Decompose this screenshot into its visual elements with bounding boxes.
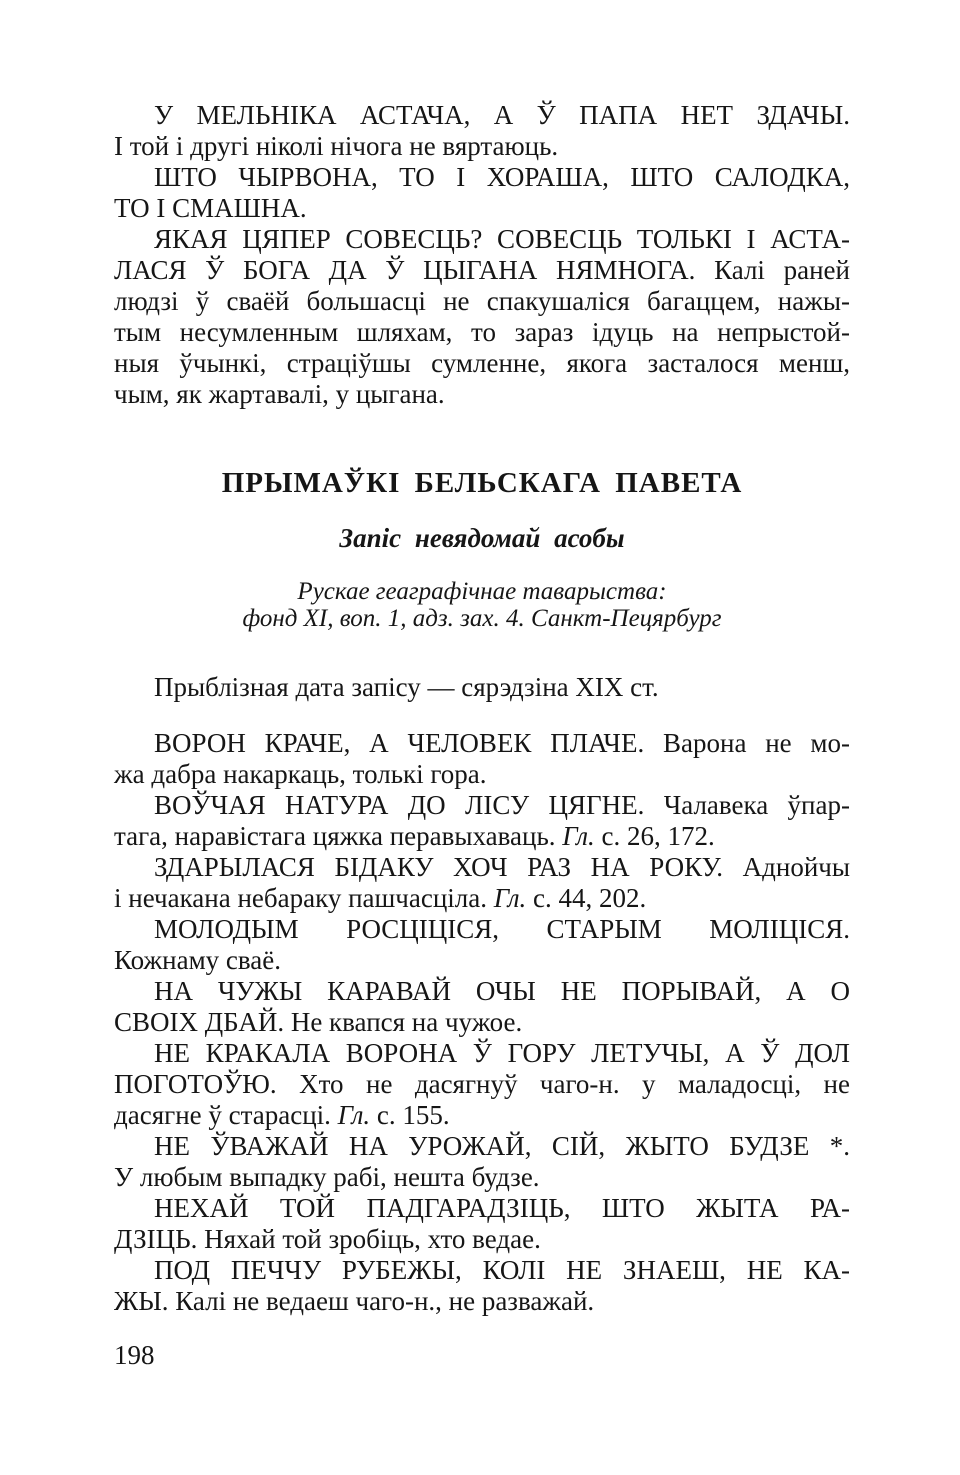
intro-paragraph	[114, 100, 850, 162]
text: ЯКАЯ ЦЯПЕР СОВЕСЦЬ? СОВЕСЦЬ ТОЛЬКІ І АСТА-	[154, 224, 850, 254]
text: НЕ ЎВАЖАЙ НА УРОЖАЙ, СІЙ, ЖЫТО БУДЗЕ *.	[154, 1131, 850, 1161]
text-line	[114, 255, 850, 286]
section-subtitle: Запіс невядомай асобы	[339, 523, 625, 553]
text-line	[114, 193, 850, 224]
text-line	[114, 1255, 850, 1286]
text: І той і другі ніколі нічога не вяртаюць.	[114, 131, 559, 161]
text-line	[114, 790, 850, 821]
text: ВОРОН КРАЧЕ, А ЧЕЛОВЕК ПЛАЧЕ. Варона не мо-	[154, 728, 850, 758]
text-line	[114, 131, 850, 162]
proverb-paragraph	[114, 852, 850, 914]
text: НЕХАЙ ТОЙ ПАДГАРАДЗІЦЬ, ШТО ЖЫТА РА-	[154, 1193, 850, 1223]
proverb-paragraph	[114, 1193, 850, 1255]
text-line	[114, 317, 850, 348]
section-title: ПРЫМАЎКІ БЕЛЬСКАГА ПАВЕТА	[221, 467, 743, 499]
text-line	[114, 728, 850, 759]
text-line	[114, 1162, 850, 1193]
text: і нечакана небараку пашчасціла.	[114, 883, 494, 913]
text: У любым выпадку рабі, нешта будзе.	[114, 1162, 540, 1192]
source-reference	[114, 578, 850, 632]
intro-paragraphs	[114, 100, 850, 410]
text-line	[114, 1069, 850, 1100]
text-line	[114, 100, 850, 131]
page-number: 198	[114, 1340, 155, 1370]
text: ЗДАРЫЛАСЯ БІДАКУ ХОЧ РАЗ НА РОКУ. Аднойчы	[154, 852, 850, 882]
text: ПОД ПЕЧЧУ РУБЕЖЫ, КОЛІ НЕ ЗНАЕШ, НЕ КА-	[154, 1255, 850, 1285]
text-line	[114, 945, 850, 976]
text: с. 155.	[370, 1100, 450, 1130]
proverb-paragraph	[114, 976, 850, 1038]
text-line	[114, 379, 850, 410]
date-note: Прыблізная дата запісу — сярэдзіна XIX ст.	[154, 672, 659, 702]
text: НА ЧУЖЫ КАРАВАЙ ОЧЫ НЕ ПОРЫВАЙ, А О	[154, 976, 850, 1006]
text: У МЕЛЬНІКА АСТАЧА, А Ў ПАПА НЕТ ЗДАЧЫ.	[154, 100, 850, 130]
italic-text: Гл.	[562, 821, 595, 851]
source-line: фонд XI, воп. 1, адз. зах. 4. Санкт-Пецярбург	[242, 605, 722, 632]
text: ЖЫ. Калі не ведаеш чаго-н., не разважай.	[114, 1286, 595, 1316]
intro-paragraph	[114, 162, 850, 224]
text: жа дабра накаркаць, толькі гора.	[114, 759, 487, 789]
italic-text: Гл.	[493, 883, 527, 913]
text: ВОЎЧАЯ НАТУРА ДО ЛІСУ ЦЯГНЕ. Чалавека ўпар-	[154, 790, 850, 820]
proverb-paragraph	[114, 1038, 850, 1131]
text-line	[114, 1131, 850, 1162]
proverb-paragraph	[114, 914, 850, 976]
text-line	[114, 1007, 850, 1038]
text-line	[114, 976, 850, 1007]
source-line: Рускае геаграфічнае таварыства:	[297, 578, 667, 605]
proverb-paragraph	[114, 790, 850, 852]
intro-paragraph	[114, 224, 850, 410]
proverb-paragraph	[114, 1131, 850, 1193]
text: ныя ўчынкі, страціўшы сумленне, якога засталося менш,	[114, 348, 850, 378]
text-line	[114, 759, 850, 790]
text: тага, наравістага цяжка перавыхаваць.	[114, 821, 563, 851]
text: ДЗІЦЬ. Няхай той зробіць, хто ведае.	[114, 1224, 541, 1254]
proverb-paragraph	[114, 728, 850, 790]
text: чым, як жартавалі, у цыгана.	[114, 379, 445, 409]
italic-text: Гл.	[337, 1100, 371, 1130]
text-line	[114, 1224, 850, 1255]
text-line	[114, 1038, 850, 1069]
text: НЕ КРАКАЛА ВОРОНА Ў ГОРУ ЛЕТУЧЫ, А Ў ДОЛ	[154, 1038, 850, 1068]
text-line	[114, 348, 850, 379]
text-line	[114, 852, 850, 883]
text: тым несумленным шляхам, то зараз ідуць на непрыстой-	[114, 317, 850, 347]
text-line	[114, 821, 850, 852]
text: СВОІХ ДБАЙ. Не квапся на чужое.	[114, 1007, 523, 1037]
text: МОЛОДЫМ РОСЦІЦІСЯ, СТАРЫМ МОЛІЦІСЯ.	[154, 914, 850, 944]
text-line	[114, 224, 850, 255]
text-line	[114, 1286, 850, 1317]
text-line	[114, 286, 850, 317]
text: ШТО ЧЫРВОНА, ТО І ХОРАША, ШТО САЛОДКА,	[154, 162, 850, 192]
text: с. 44, 202.	[526, 883, 647, 913]
text: Кожнаму сваё.	[114, 945, 282, 975]
text: дасягне ў старасці.	[114, 1100, 338, 1130]
text-line	[114, 914, 850, 945]
text-line	[114, 883, 850, 914]
proverb-paragraph	[114, 1255, 850, 1317]
text-line	[114, 1193, 850, 1224]
text: с. 26, 172.	[594, 821, 715, 851]
text: людзі ў сваёй большасці не спакушаліся багаццем, нажы-	[114, 286, 850, 316]
proverb-entries	[114, 728, 850, 1317]
text: ТО І СМАШНА.	[114, 193, 307, 223]
text: ПОГОТОЎЮ. Хто не дасягнуў чаго-н. у маладосці, не	[114, 1069, 850, 1099]
text: ЛАСЯ Ў БОГА ДА Ў ЦЫГАНА НЯМНОГА. Калі раней	[114, 255, 850, 285]
text-line	[114, 1100, 850, 1131]
text-line	[114, 162, 850, 193]
